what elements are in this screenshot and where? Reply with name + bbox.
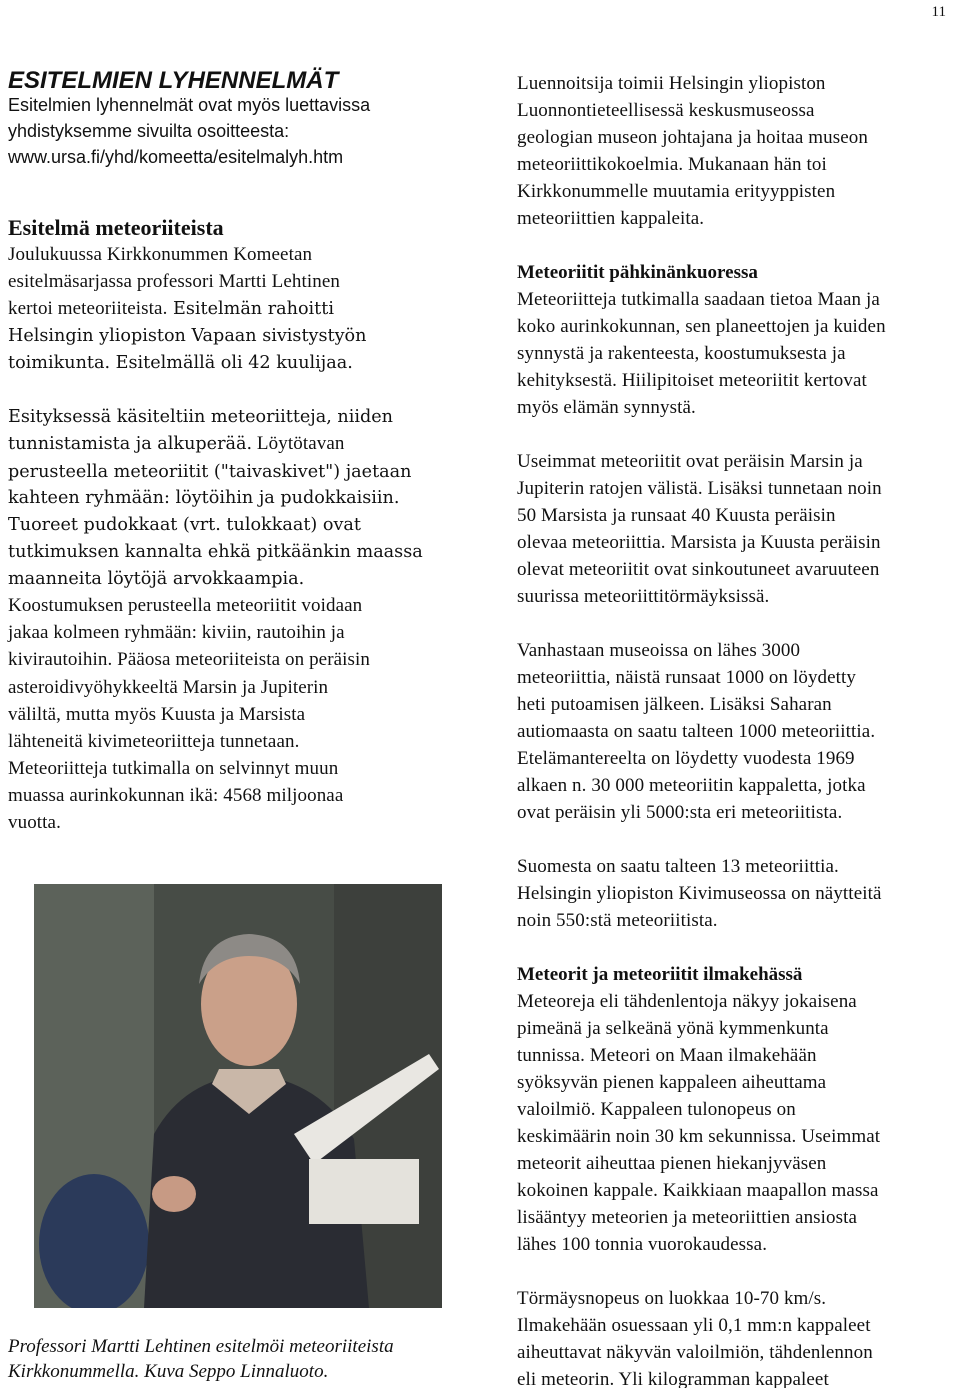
- text-segment: Esitelmällä oli 42 kuulijaa.: [110, 352, 353, 373]
- text-line: lisääntyy meteorien ja meteoriittien ansiosta: [517, 1207, 858, 1228]
- text-line: Helsingin yliopiston Kivimuseossa on näytteitä: [517, 883, 882, 904]
- text-line: vuotta.: [8, 812, 61, 833]
- text-line: lähteneitä kivimeteoriitteja tunnetaan.: [8, 731, 300, 752]
- text-line: valoilmiö. Kappaleen tulonopeus on: [517, 1099, 796, 1120]
- text-line: Kirkkonummelle muutamia erityyppisten: [517, 181, 836, 202]
- text-line: autiomaasta on saatu talteen 1000 meteoriittia.: [517, 721, 876, 742]
- lecturer-photo: [34, 884, 442, 1308]
- text-line: [8, 430, 454, 459]
- text-line: alkaen n. 30 000 meteoriitin kappaletta, jotka: [517, 775, 866, 796]
- caption-line: Kirkkonummella. Kuva Seppo Linnaluoto.: [8, 1361, 329, 1382]
- text-segment: tunnistamista ja alkuperää.: [8, 434, 253, 454]
- text-segment: Pääosa meteoriiteista on peräisin: [112, 649, 371, 670]
- text-line: meteoriittien kappaleita.: [517, 208, 705, 229]
- text-line: [8, 646, 454, 674]
- text-line: Useimmat meteoriitit ovat peräisin Marsin ja: [517, 451, 863, 472]
- text-segment: kivirautoihin.: [8, 649, 113, 670]
- text-line: 50 Marsista ja runsaat 40 Kuusta peräisin: [517, 505, 836, 526]
- text-line: syöksyvän pienen kappaleen aiheuttama: [517, 1072, 827, 1093]
- section-title: ESITELMIEN LYHENNELMÄT: [8, 67, 339, 94]
- text-segment: Tuoreet pudokkaat (vrt.: [8, 514, 221, 535]
- text-line: Meteoreja eli tähdenlentoja näkyy jokaisena: [517, 991, 857, 1012]
- text-line: Jupiterin ratojen välistä. Lisäksi tunnetaan noin: [517, 478, 882, 499]
- text-line: kahteen ryhmään: löytöihin ja pudokkaisiin.: [8, 488, 400, 508]
- text-line: pimeänä ja selkeänä yönä kymmenkunta: [517, 1018, 829, 1039]
- heading-meteors-atmosphere: Meteorit ja meteoriitit ilmakehässä: [517, 964, 803, 985]
- text-line: Suomesta on saatu talteen 13 meteoriittia.: [517, 856, 839, 877]
- text-segment: toimikunta.: [8, 352, 111, 373]
- text-line: [8, 512, 454, 540]
- text-line: olevaa meteoriittia. Marsista ja Kuusta peräisin: [517, 532, 881, 553]
- text-line: koko aurinkokunnan, sen planeettojen ja kuiden: [517, 316, 886, 337]
- text-line: Ilmakehään osuessaan yli 0,1 mm:n kappaleet: [517, 1315, 871, 1336]
- text-line: esitelmäsarjassa professori Martti Lehtinen: [8, 271, 340, 292]
- text-line: aiheuttavat näkyvän valoilmiön, tähdenlennon: [517, 1342, 873, 1363]
- text-line: Luonnontieteellisessä keskusmuseossa: [517, 100, 815, 121]
- text-segment: kertoi meteoriiteista.: [8, 298, 168, 319]
- text-line: heti putoamisen jälkeen. Lisäksi Saharan: [517, 694, 832, 715]
- intro-line: Esitelmien lyhennelmät ovat myös luettavissa: [8, 95, 371, 115]
- photo-illustration: [34, 884, 442, 1308]
- text-line: maanneita löytöjä arvokkaampia.: [8, 568, 305, 589]
- text-line: myös elämän synnystä.: [517, 397, 696, 418]
- text-line: kehityksestä. Hiilipitoiset meteoriitit kertovat: [517, 370, 867, 391]
- text-segment: Löytötavan: [252, 433, 345, 454]
- text-line: meteoriittikokoelmia. Mukanaan hän toi: [517, 154, 827, 175]
- right-column: [517, 70, 957, 1388]
- text-line: asteroidivyöhykkeeltä Marsin ja Jupiterin: [8, 677, 329, 698]
- text-line: Törmäysnopeus on luokkaa 10-70 km/s.: [517, 1288, 827, 1309]
- text-line: Meteoriitteja tutkimalla saadaan tietoa Maan ja: [517, 289, 880, 310]
- text-line: Koostumuksen perusteella meteoriitit voidaan: [8, 595, 363, 616]
- text-line: synnystä ja rakenteesta, koostumuksesta ja: [517, 343, 846, 364]
- text-line: Joulukuussa Kirkkonummen Komeetan: [8, 244, 313, 265]
- text-line: meteorit aiheuttaa pienen hiekanjyväsen: [517, 1153, 827, 1174]
- text-line: [8, 350, 454, 377]
- page-number: 11: [931, 4, 946, 20]
- photo-caption: [8, 1334, 454, 1384]
- text-line: [8, 295, 454, 323]
- text-segment: Esitelmän rahoitti: [167, 299, 334, 319]
- text-line: eli meteorin. Yli kilogramman kappaleet: [517, 1369, 829, 1388]
- intro-line: yhdistyksemme sivuilta osoitteesta:: [8, 121, 290, 141]
- text-segment: tulokkaat) ovat: [220, 514, 361, 535]
- text-line: noin 550:stä meteoriitista.: [517, 910, 718, 931]
- caption-line: Professori Martti Lehtinen esitelmöi meteoriiteista: [8, 1336, 394, 1357]
- text-line: ovat peräisin yli 5000:sta eri meteoriitista.: [517, 802, 843, 823]
- heading-meteorites-nutshell: Meteoriitit pähkinänkuoressa: [517, 262, 758, 283]
- text-line: väliltä, mutta myös Kuusta ja Marsista: [8, 704, 306, 725]
- text-line: Helsingin yliopiston Vapaan sivistystyön: [8, 326, 367, 346]
- text-line: olevat meteoriitit ovat sinkoutuneet avaruuteen: [517, 559, 880, 580]
- text-line: keskimäärin noin 30 km sekunnissa. Useimmat: [517, 1126, 881, 1147]
- text-line: lähes 100 tonnia vuorokaudessa.: [517, 1234, 768, 1255]
- text-line: Esityksessä käsiteltiin meteoriitteja, niiden: [8, 406, 394, 427]
- text-line: meteoriittia, näistä runsaat 1000 on löydetty: [517, 667, 857, 688]
- text-line: Luennoitsija toimii Helsingin yliopiston: [517, 73, 826, 94]
- text-line: Meteoriitteja tutkimalla on selvinnyt muun: [8, 758, 339, 779]
- article-title: Esitelmä meteoriiteista: [8, 215, 224, 240]
- text-line: Vanhastaan museoissa on lähes 3000: [517, 640, 801, 661]
- text-line: geologian museon johtajana ja hoitaa museon: [517, 127, 868, 148]
- text-line: Etelämantereelta on löydetty vuodesta 1969: [517, 748, 855, 769]
- text-line: muassa aurinkokunnan ikä: 4568 miljoonaa: [8, 785, 344, 806]
- text-line: jakaa kolmeen ryhmään: kiviin, rautoihin ja: [8, 622, 345, 643]
- text-line: kokoinen kappale. Kaikkiaan maapallon massa: [517, 1180, 879, 1201]
- left-column: [8, 66, 454, 836]
- text-line: tutkimuksen kannalta ehkä pitkäänkin maassa: [8, 542, 423, 562]
- website-link[interactable]: www.ursa.fi/yhd/komeetta/esitelmalyh.htm: [8, 147, 344, 167]
- text-line: suurissa meteoriittitörmäyksissä.: [517, 586, 770, 607]
- text-line: tunnissa. Meteori on Maan ilmakehään: [517, 1045, 817, 1066]
- text-line: perusteella meteoriitit ("taivaskivet") jaetaan: [8, 461, 412, 482]
